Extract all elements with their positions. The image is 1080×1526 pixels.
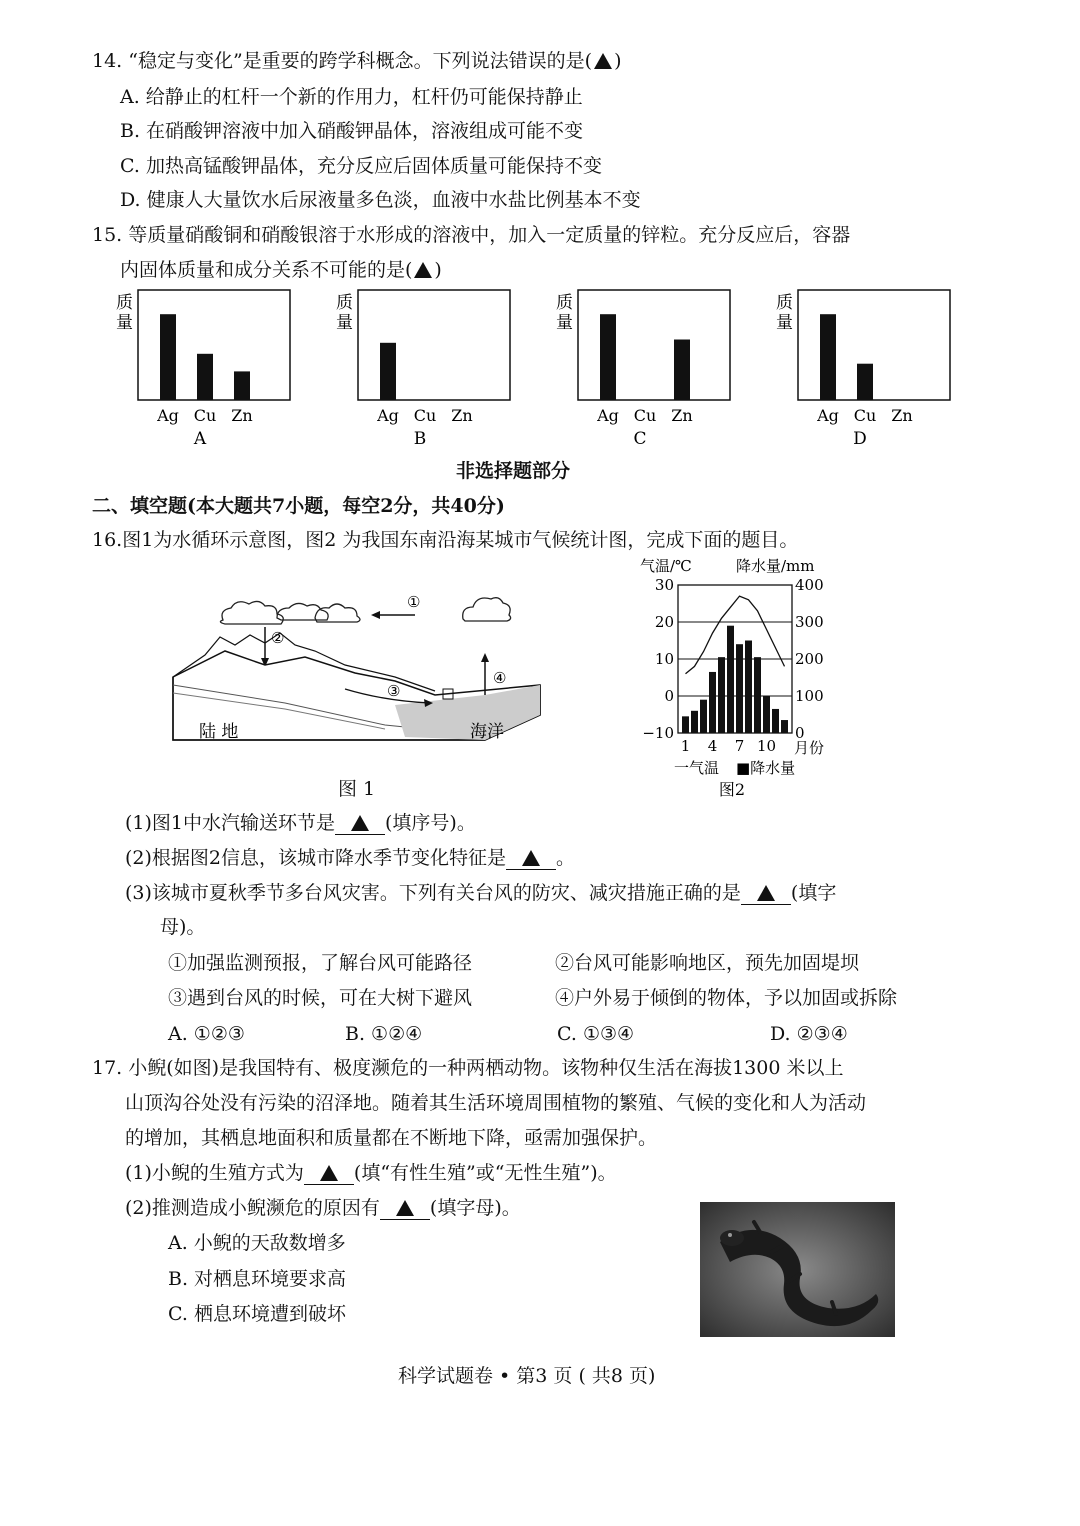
temperature-line [686,596,785,674]
q14-option-c: C. 加热高锰酸钾晶体，充分反应后固体质量可能保持不变 [120,155,602,177]
q15-stem-line1: 15. 等质量硝酸铜和硝酸银溶于水形成的溶液中，加入一定质量的锌粒。充分反应后，容器 [92,224,851,246]
precip-bar-5 [718,657,725,733]
precip-bar-12 [781,720,788,733]
q16-item-1: ①加强监测预报，了解台风可能路径 [168,952,473,974]
q16-stem: 16.图1为水循环示意图，图2 为我国东南沿海某城市气候统计图，完成下面的题目。 [92,529,799,551]
option-label: D [853,429,867,449]
legend-precipitation: ■降水量 [736,759,796,777]
climate-chart [630,555,850,800]
left-tick-label: 20 [654,613,674,631]
q16-sub1: (1)图1中水汽输送环节是 (填序号)。 [125,812,476,834]
category-label: Ag [597,406,619,425]
q17-option-c: C. 栖息环境遭到破坏 [168,1303,346,1325]
category-label: Cu [853,406,877,425]
label-1: ① [407,593,421,611]
bar-zn [674,340,690,401]
cloud-icon [315,604,360,622]
q14-stem: 14. “稳定与变化”是重要的跨学科概念。下列说法错误的是( ) [92,50,622,72]
category-label: Zn [451,406,473,425]
bar-ag [160,314,176,400]
right-tick-label: 100 [795,687,824,705]
y-axis-label: 质 [336,293,353,313]
q17-option-a: A. 小鲵的天敌数增多 [168,1232,346,1254]
q14-option-a: A. 给静止的杠杆一个新的作用力，杠杆仍可能保持静止 [120,86,583,108]
q16-sub2: (2)根据图2信息，该城市降水季节变化特征是 。 [125,847,576,869]
fig2-caption: 图2 [718,780,746,799]
section-title: 二、填空题(本大题共7小题，每空2分，共40分) [92,495,505,517]
bar-chart-c [556,290,730,449]
cloud-icon [277,603,328,620]
x-tick-label: 10 [756,737,777,755]
y-axis-label: 量 [336,313,353,333]
bar-chart-b [336,290,510,449]
answer-triangle-icon [757,885,775,901]
option-label: C [633,429,647,449]
right-tick-label: 0 [795,724,805,742]
q17-stem-line2: 山顶沟谷处没有污染的沼泽地。随着其生活环境周围植物的繁殖、气候的变化和人为活动 [125,1092,867,1114]
cloud-icon [463,598,511,621]
answer-triangle-icon [522,850,540,866]
land-label: 陆 地 [199,722,239,742]
bar-zn [234,371,250,400]
cloud-icon [220,601,283,624]
bar-cu [197,354,213,400]
sea-label: 海洋 [470,722,504,742]
right-tick-label: 300 [795,613,824,631]
water-cycle-diagram [165,585,555,770]
q16-sub3: (3)该城市夏秋季节多台风灾害。下列有关台风的防灾、减灾措施正确的是 (填字 [125,882,837,904]
bar-ag [600,314,616,400]
x-tick-label: 7 [734,737,745,755]
precip-bar-9 [754,657,761,733]
precip-bar-6 [727,626,734,733]
answer-triangle-icon [414,262,432,278]
precip-bar-1 [682,716,689,733]
bar-chart-d [776,290,950,449]
y-axis-label: 量 [116,313,133,333]
bar-ag [380,343,396,400]
q16-choice-d: D. ②③④ [770,1023,848,1045]
q17-option-b: B. 对栖息环境要求高 [168,1268,347,1290]
option-label: A [193,429,207,449]
category-label: Ag [157,406,179,425]
category-label: Cu [413,406,437,425]
q17-stem-line1: 17. 小鲵(如图)是我国特有、极度濒危的一种两栖动物。该物种仅生活在海拔1300 米以上 [92,1057,844,1079]
q14-option-b: B. 在硝酸钾溶液中加入硝酸钾晶体，溶液组成可能不变 [120,120,584,142]
category-label: Cu [633,406,657,425]
q17-sub2: (2)推测造成小鲵濒危的原因有 (填字母)。 [125,1197,521,1219]
answer-triangle-icon [396,1200,414,1216]
left-tick-label: 30 [654,576,674,594]
q16-choice-c: C. ①③④ [557,1023,635,1045]
left-axis-label: 气温/℃ [640,557,692,575]
precip-bar-8 [745,641,752,734]
label-4: ④ [493,669,507,687]
category-label: Ag [377,406,399,425]
category-label: Zn [231,406,253,425]
answer-triangle-icon [320,1165,338,1181]
q17-sub1: (1)小鲵的生殖方式为 (填“有性生殖”或“无性生殖”)。 [125,1162,617,1184]
bar-chart-a [116,290,290,449]
right-axis-label: 降水量/mm [736,557,815,575]
precip-bar-2 [691,711,698,733]
y-axis-label: 量 [556,313,573,333]
left-tick-label: −10 [642,724,674,742]
precip-bar-10 [763,696,770,733]
category-label: Zn [891,406,913,425]
right-tick-label: 200 [795,650,824,668]
q16-choice-a: A. ①②③ [168,1023,245,1045]
precip-bar-7 [736,644,743,733]
y-axis-label: 量 [776,313,793,333]
category-label: Ag [817,406,839,425]
q14-option-d: D. 健康人大量饮水后尿液量多色淡，血液中水盐比例基本不变 [120,189,641,211]
x-unit-label: 月份 [794,739,825,757]
q16-item-2: ②台风可能影响地区，预先加固堤坝 [555,952,860,974]
category-label: Cu [193,406,217,425]
right-tick-label: 400 [795,576,824,594]
label-3: ③ [387,682,401,700]
q16-choice-b: B. ①②④ [345,1023,423,1045]
q15-bar-charts [100,284,980,454]
label-2: ② [271,629,285,647]
legend-temperature: 一气温 [674,759,720,777]
answer-triangle-icon [351,815,369,831]
left-tick-label: 10 [654,650,674,668]
x-tick-label: 4 [707,737,718,755]
q16-item-4: ④户外易于倾倒的物体，予以加固或拆除 [555,987,898,1009]
bar-cu [857,364,873,400]
q16-sub3-line2: 母)。 [160,916,206,938]
left-tick-label: 0 [664,687,674,705]
section-heading: 非选择题部分 [456,460,571,482]
y-axis-label: 质 [556,293,573,313]
precip-bar-4 [709,672,716,733]
q16-item-3: ③遇到台风的时候，可在大树下避风 [168,987,473,1009]
category-label: Zn [671,406,693,425]
option-label: B [413,429,427,449]
q17-stem-line3: 的增加，其栖息地面积和质量都在不断地下降，亟需加强保护。 [125,1127,658,1149]
precip-bar-11 [772,709,779,733]
page-footer: 科学试题卷 • 第3 页 ( 共8 页) [398,1365,656,1387]
fig1-caption: 图 1 [338,778,376,800]
y-axis-label: 质 [116,293,133,313]
answer-triangle-icon [594,53,612,69]
precip-bar-3 [700,700,707,733]
q15-stem-line2: 内固体质量和成分关系不可能的是( ) [120,259,442,281]
salamander-photo [700,1202,895,1337]
x-tick-label: 1 [680,737,691,755]
bar-ag [820,314,836,400]
y-axis-label: 质 [776,293,793,313]
